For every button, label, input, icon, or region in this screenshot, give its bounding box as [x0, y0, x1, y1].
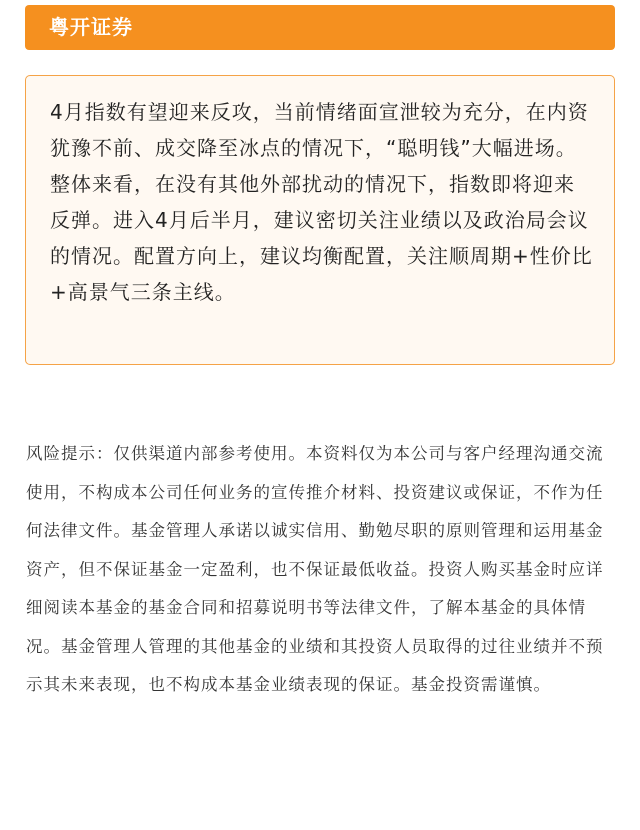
summary-box: [25, 75, 615, 365]
header-title: 粤开证券: [49, 15, 133, 39]
header-bar: [25, 5, 615, 50]
summary-text: 4月指数有望迎来反攻，当前情绪面宣泄较为充分，在内资犹豫不前、成交降至冰点的情况下，“聪明钱”大幅进场。整体来看，在没有其他外部扰动的情况下，指数即将迎来反弹。进入4月后半月，建议密切关注业绩以及政治局会议的情况。配置方向上，建议均衡配置，关注顺周期+性价比+高景气三条主线。: [50, 100, 593, 304]
risk-disclaimer: 风险提示：仅供渠道内部参考使用。本资料仅为本公司与客户经理沟通交流使用，不构成本公司任何业务的宣传推介材料、投资建议或保证，不作为任何法律文件。基金管理人承诺以诚实信用、勤勉尽职的原则管理和运用基金资产，但不保证基金一定盈利，也不保证最低收益。投资人购买基金时应详细阅读本基金的基金合同和招募说明书等法律文件，了解本基金的具体情况。基金管理人管理的其他基金的业绩和其投资人员取得的过往业绩并不预示其未来表现，也不构成本基金业绩表现的保证。基金投资需谨慎。: [26, 444, 604, 694]
